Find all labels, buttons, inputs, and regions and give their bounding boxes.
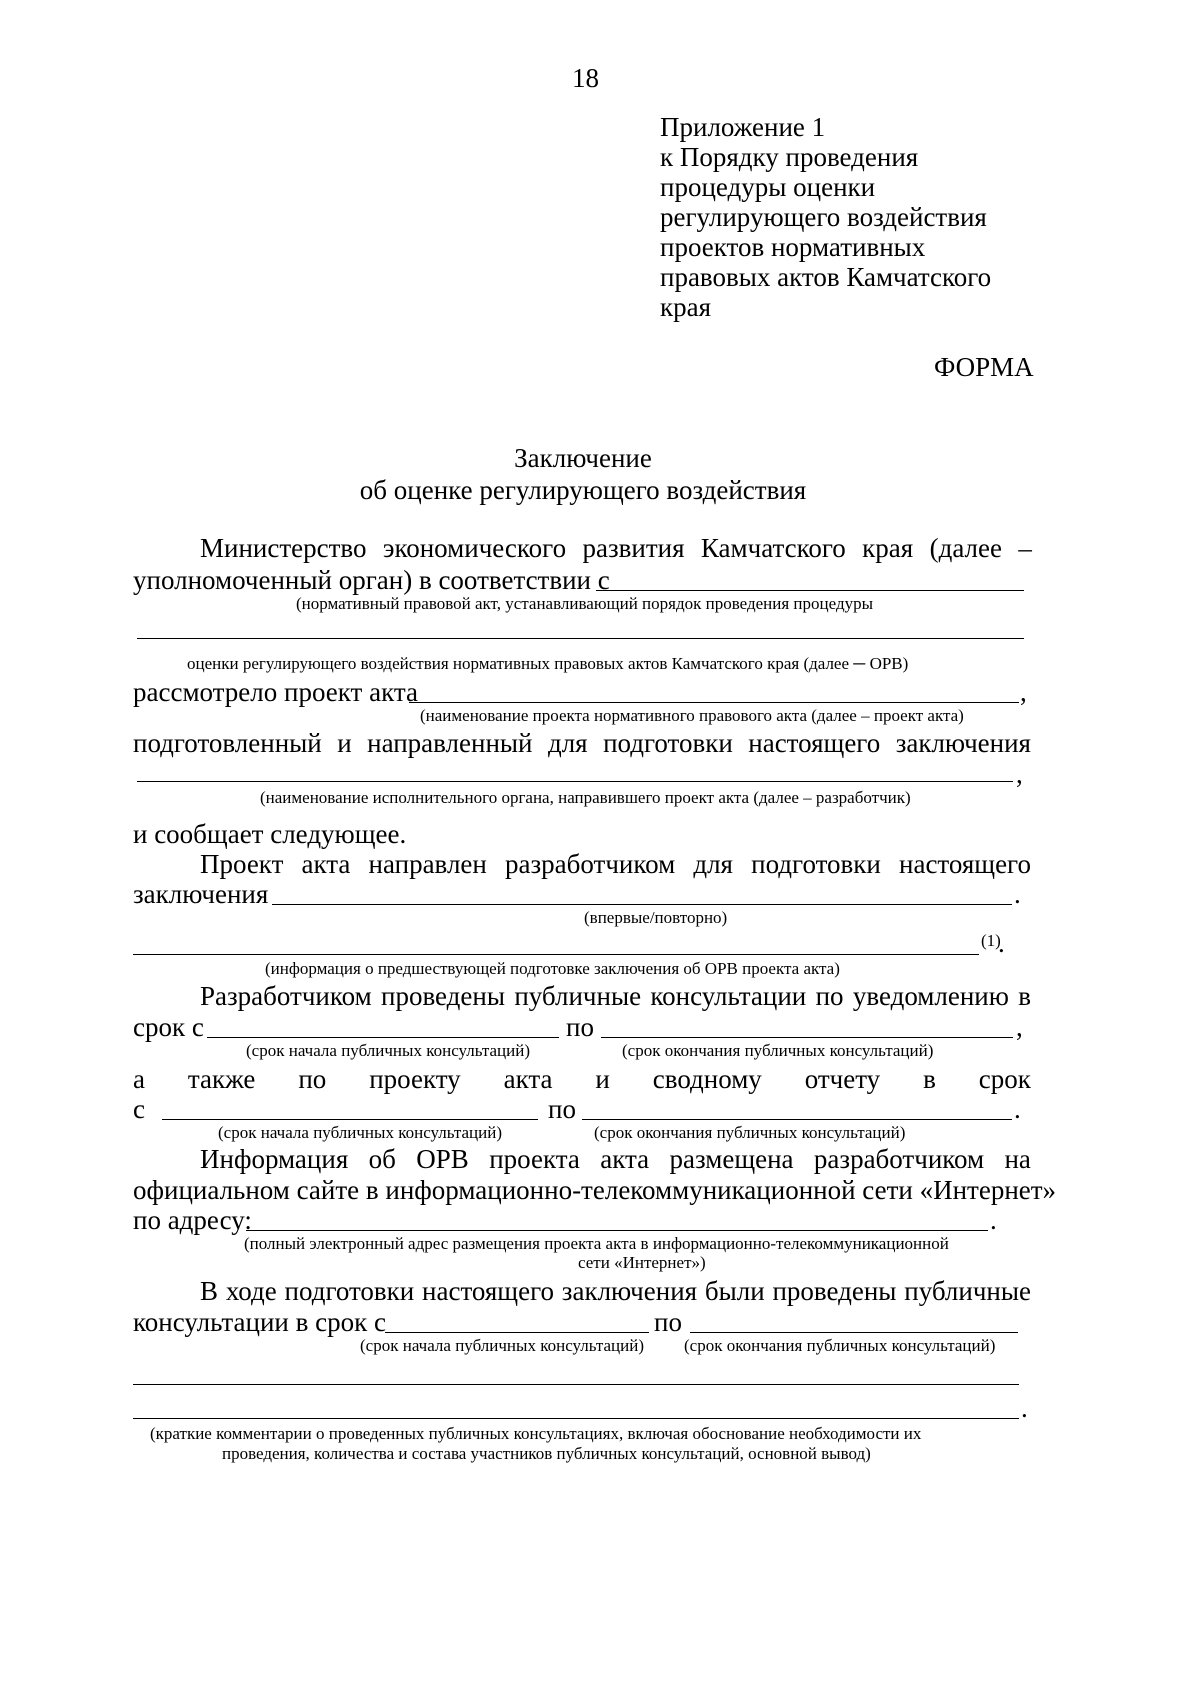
word: направленный [367, 728, 533, 758]
word: консультации [650, 981, 807, 1011]
period: . [990, 1205, 997, 1235]
prepared-line [133, 727, 1031, 759]
word: размещена [669, 1144, 794, 1174]
paragraph-5-line-2: официальном сайте в информационно-телекоммуникационной сети «Интернет» [133, 1175, 1057, 1205]
own-consultation-end-blank-line[interactable] [690, 1332, 1018, 1333]
appendix-line: проектов нормативных [660, 232, 926, 262]
hint-npa-2: оценки регулирующего воздействия нормативных правовых актов Камчатского края (далее ─ ОРВ) [187, 654, 909, 673]
paragraph-5-line-1 [200, 1143, 1031, 1175]
previous-info-blank-line[interactable] [133, 954, 979, 955]
hint-first: (впервые/повторно) [584, 908, 728, 927]
word: по [298, 1064, 327, 1094]
word: для [693, 849, 733, 879]
word: проведены [772, 1276, 897, 1306]
comma: , [1020, 677, 1027, 707]
period: . [1021, 1393, 1028, 1423]
paragraph-6-line-2: консультации в срок с [133, 1307, 386, 1337]
word: (далее [929, 533, 1003, 563]
word: экономического [382, 533, 567, 563]
report-start-blank-line[interactable] [162, 1119, 538, 1120]
word: проекта [489, 1144, 580, 1174]
word: Министерство [200, 533, 367, 563]
address-label: по адресу: [133, 1205, 252, 1235]
paragraph-1-line-2: уполномоченный орган) в соответствии с [133, 565, 610, 595]
word: края [862, 533, 914, 563]
word: и [595, 1064, 610, 1094]
word: направлен [368, 849, 487, 879]
period: . [998, 928, 1005, 958]
appendix-line: края [660, 292, 712, 322]
word: разработчиком [813, 1144, 985, 1174]
address-blank-line[interactable] [246, 1230, 988, 1231]
word: развития [582, 533, 685, 563]
word: для [547, 728, 588, 758]
report-end-blank-line[interactable] [582, 1119, 1012, 1120]
word: Разработчиком [200, 981, 372, 1011]
hint-npa: (нормативный правовой акт, устанавливающий порядок проведения процедуры [296, 594, 874, 613]
hint-project: (наименование проекта нормативного правового акта (далее – проект акта) [420, 706, 964, 725]
appendix-block [660, 112, 991, 322]
comments-blank-line-1[interactable] [133, 1384, 1019, 1385]
word: проекту [369, 1064, 461, 1094]
word: были [704, 1276, 765, 1306]
consultation-end-blank-line[interactable] [601, 1037, 1013, 1038]
period-from-label: с [133, 1094, 145, 1124]
word: ходе [225, 1276, 277, 1306]
appendix-line: правовых актов Камчатского [660, 262, 992, 292]
word: настоящего [422, 1276, 554, 1306]
word: подготовки [284, 1276, 415, 1306]
appendix-line: регулирующего воздействия [660, 202, 987, 232]
word: В [200, 1276, 219, 1306]
first-repeat-blank-line[interactable] [272, 904, 1012, 905]
word: в [923, 1064, 936, 1094]
word: публичные [904, 1276, 1031, 1306]
hint-comments: (краткие комментарии о проведенных публичных консультациях, включая обоснование необходимости их [150, 1424, 922, 1443]
paragraph-2-line-1 [200, 848, 1031, 880]
reports-line: и сообщает следующее. [133, 819, 407, 849]
hint-start: (срок начала публичных консультаций) [246, 1041, 530, 1060]
word: акта [600, 1144, 650, 1174]
word: Камчатского [700, 533, 846, 563]
period: . [1014, 1094, 1021, 1124]
period: . [1014, 879, 1021, 909]
hint-comments-2: проведения, количества и состава участников публичных консультаций, основной вывод) [222, 1444, 871, 1463]
word: заключения [561, 1276, 698, 1306]
hint-end: (срок окончания публичных консультаций) [622, 1041, 934, 1060]
document-title: Заключение [514, 443, 652, 473]
reviewed-label: рассмотрело проект акта [133, 677, 418, 707]
period-to-label: по [654, 1307, 682, 1337]
own-consultation-start-blank-line[interactable] [385, 1332, 649, 1333]
word: – [1018, 533, 1032, 563]
word: настоящего [748, 728, 881, 758]
hint-previous: (информация о предшествующей подготовке заключения об ОРВ проекта акта) [265, 959, 840, 978]
word: ОРВ [416, 1144, 469, 1174]
word: об [368, 1144, 396, 1174]
word: по [815, 981, 844, 1011]
period-to-label: по [548, 1094, 576, 1124]
hint-developer: (наименование исполнительного органа, направившего проект акта (далее – разработчик) [260, 788, 911, 807]
period-to-label: по [566, 1012, 594, 1042]
document-subtitle: об оценке регулирующего воздействия [359, 475, 807, 505]
npa-blank-line-2[interactable] [137, 638, 1024, 639]
word: акта [301, 849, 351, 879]
appendix-line: Приложение 1 [660, 112, 826, 142]
word: уведомлению [852, 981, 1009, 1011]
hint-end: (срок окончания публичных консультаций) [594, 1123, 906, 1142]
comma: , [1016, 759, 1023, 789]
word: и [337, 728, 352, 758]
paragraph-1-line-1 [200, 532, 1032, 564]
word: отчету [804, 1064, 881, 1094]
comments-blank-line-2[interactable] [133, 1418, 1019, 1419]
word: настоящего [899, 849, 1031, 879]
paragraph-4-line-1 [133, 1063, 1031, 1095]
word: также [187, 1064, 256, 1094]
word: разработчиком [505, 849, 676, 879]
word: акта [503, 1064, 553, 1094]
period-from-label: срок с [133, 1012, 204, 1042]
hint-address: (полный электронный адрес размещения проекта акта в информационно-телекоммуникационной [244, 1234, 949, 1253]
word: подготовки [603, 728, 733, 758]
appendix-line: к Порядку проведения [660, 142, 919, 172]
hint-start: (срок начала публичных консультаций) [218, 1123, 502, 1142]
paragraph-6-line-1 [200, 1275, 1031, 1307]
word: сводному [652, 1064, 762, 1094]
hint-address-2: сети «Интернет») [578, 1253, 706, 1272]
word: проведены [381, 981, 505, 1011]
page-number: 18 [572, 63, 599, 93]
consultation-start-blank-line[interactable] [207, 1037, 559, 1038]
paragraph-3-line-1 [200, 980, 1031, 1012]
word: в [1018, 981, 1031, 1011]
word: срок [978, 1064, 1031, 1094]
word: Проект [200, 849, 284, 879]
word: подготовленный [133, 728, 322, 758]
hint-start: (срок начала публичных консультаций) [360, 1336, 644, 1355]
word: подготовки [751, 849, 881, 879]
footnote-marker: (1) [981, 931, 1001, 950]
paragraph-2-line-2: заключения [133, 879, 269, 909]
developer-blank-line[interactable] [137, 781, 1013, 782]
project-name-blank-line[interactable] [409, 702, 1019, 703]
word: заключения [895, 728, 1031, 758]
npa-blank-line[interactable] [596, 590, 1024, 591]
word: Информация [200, 1144, 349, 1174]
form-label: ФОРМА [934, 352, 1034, 382]
word: на [1004, 1144, 1031, 1174]
word: а [133, 1064, 145, 1094]
appendix-line: процедуры оценки [660, 172, 876, 202]
hint-end: (срок окончания публичных консультаций) [684, 1336, 996, 1355]
comma: , [1016, 1012, 1023, 1042]
word: публичные [514, 981, 642, 1011]
